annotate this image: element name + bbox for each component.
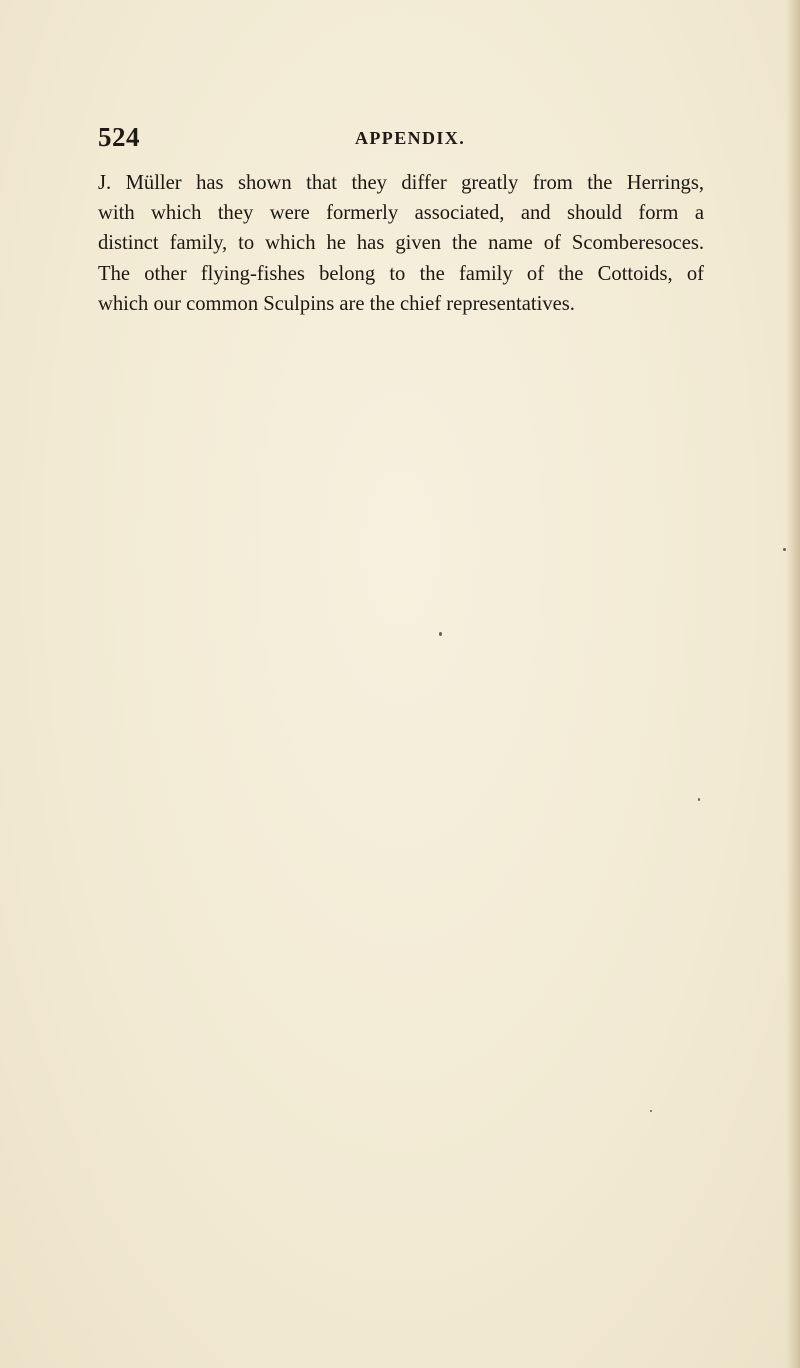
text-line: with which they were formerly associated, and should form a: [98, 202, 704, 225]
page-edge-shadow: [786, 0, 800, 1368]
paper-speck: [650, 1110, 652, 1112]
paper-speck: [783, 548, 786, 551]
page-number: 524: [98, 122, 140, 152]
text-line: distinct family, to which he has given the name of Scomberesoces.: [98, 232, 704, 255]
running-head: APPENDIX.: [355, 128, 466, 148]
paper-speck: [439, 632, 442, 636]
paper-speck: [698, 798, 700, 801]
text-line: which our common Sculpins are the chief representatives.: [98, 292, 575, 315]
body-paragraph: [98, 168, 704, 319]
text-line: The other flying-fishes belong to the family of the Cottoids, of: [98, 262, 704, 285]
text-line: J. Müller has shown that they differ greatly from the Herrings,: [98, 172, 704, 194]
page-header: [98, 122, 704, 156]
